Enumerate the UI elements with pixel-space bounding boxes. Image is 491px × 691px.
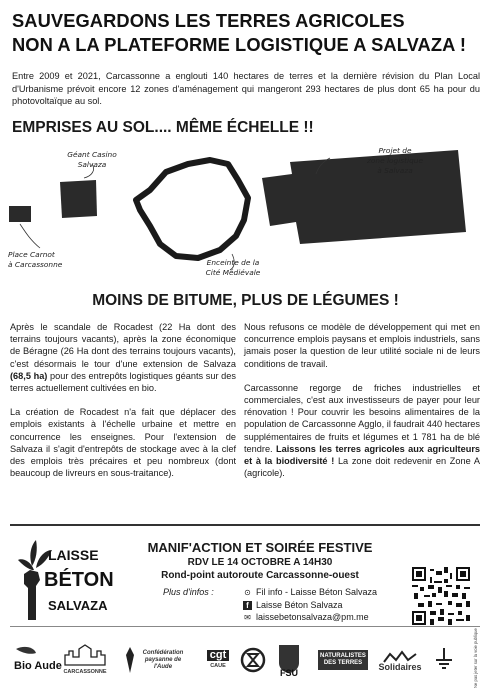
title-line-2: NON A LA PLATEFORME LOGISTIQUE A SALVAZA !	[12, 34, 467, 55]
emprises-heading: EMPRISES AU SOL.... MÊME ÉCHELLE !!	[12, 119, 314, 136]
bitume-heading: MOINS DE BITUME, PLUS DE LÉGUMES !	[92, 292, 399, 309]
intro-paragraph: Entre 2009 et 2021, Carcassonne a englouti 140 hectares de terres et la dernière révision du Plan Local d'Urbanisme prévoit encore 12 zones d'aménagement qui mangeront 293 hectares de plus dont 65 ha pour du photovoltaïque au sol.	[12, 71, 480, 107]
laisse-beton-logo	[14, 536, 112, 620]
left-paragraph-2: La création de Rocadest n'a fait que déplacer des emplois existants à l'échelle urbaine et mettre en concurrence les enseignes. Pour l'extension de Salvaza il s'agit d'entrepôts de stockage avec à la clef des emplois très précaires et peu nombreux (dont beaucoup de livreurs en sous-traitance).	[10, 407, 236, 479]
left-column	[10, 321, 236, 491]
svg-text:SALVAZA: SALVAZA	[48, 598, 108, 613]
event-title: MANIF'ACTION ET SOIRÉE FESTIVE	[147, 540, 373, 555]
svg-text:Ne pas jeter sur la voie publi: Ne pas jeter sur la voie publique	[473, 628, 478, 688]
fsu-icon	[273, 643, 305, 677]
extinction-rebellion-icon	[240, 647, 266, 673]
cite-medievale-outline	[136, 160, 248, 258]
partner-cgt-logo: cgt CAUE	[203, 640, 233, 680]
svg-text:LAISSE: LAISSE	[48, 547, 99, 563]
mail-icon: ✉	[244, 612, 251, 622]
partner-bio-aude-logo	[12, 640, 62, 680]
partner-carcassonne-logo: CARCASSONNE	[60, 640, 110, 680]
ground-symbol-icon	[434, 648, 454, 672]
info-line-mail[interactable]	[243, 612, 369, 622]
left-paragraph-1: Après le scandale de Rocadest (22 Ha dont des terrains toujours vacants), après la zone économique de Béragne (26 Ha dont des terrains toujours vacants), c'est désormais le tour d'une extension de Salvaza (68,5 ha) pour des entrepôts logistiques géants sur des terres actuellement cultivées en bio.	[10, 322, 236, 394]
info-icon: ⊙	[244, 587, 251, 597]
label-geant-casino: Géant Casino Salvaza	[67, 150, 117, 169]
title-line-1: SAUVEGARDONS LES TERRES AGRICOLES	[12, 10, 405, 31]
label-place-carnot: Place Carnot à Carcassonne	[8, 250, 63, 269]
label-projet-zone: Projet de zone logistique à Salvaza	[366, 146, 424, 175]
svg-text:BÉTON: BÉTON	[44, 569, 114, 591]
partner-solidaires-logo: Solidaires	[374, 640, 426, 680]
info-facebook-text: Laisse Béton Salvaza	[256, 600, 343, 610]
bottom-divider	[10, 626, 480, 627]
castle-icon	[63, 645, 107, 667]
partner-xr-logo	[238, 640, 268, 680]
divider	[10, 524, 480, 526]
right-column	[244, 321, 480, 491]
event-place: Rond-point autoroute Carcassonne-ouest	[161, 570, 359, 581]
info-line-fil[interactable]	[243, 587, 377, 597]
vertical-note	[470, 630, 480, 690]
partner-earth-logo	[432, 640, 456, 680]
partner-naturalistes-logo: NATURALISTES DES TERRES	[318, 640, 368, 680]
place-carnot-shape	[9, 206, 31, 222]
arrow-carnot	[20, 224, 40, 248]
facebook-icon: f	[243, 601, 252, 610]
bio-aude-icon	[12, 643, 62, 677]
info-fil-text: Fil info - Laisse Béton Salvaza	[256, 587, 378, 597]
qr-code[interactable]	[412, 567, 470, 625]
info-mail-text: laissebetonsalvaza@pm.me	[256, 612, 369, 622]
info-label: Plus d'infos :	[163, 587, 214, 597]
right-paragraph-2: Carcassonne regorge de friches industrielles et commerciales, c'est aux investisseurs de payer pour leur rénovation ! Pour couvrir les besoins alimentaires de la population de Carcassonne Agglo, il faudrait 440 hectares supplémentaires de fruits et légumes et 1 781 ha de blé tendre. Laissons les terres agricoles aux agriculteurs et à la biodiversité ! La zone doit redevenir en Zone A (agricole).	[244, 382, 481, 479]
bird-icon	[120, 645, 140, 675]
partner-confederation-logo: Confédération paysanne de l'Aude	[118, 640, 188, 680]
label-enceinte-cite: Enceinte de la Cité Médiévale	[205, 258, 261, 277]
svg-text:Bio Aude: Bio Aude	[14, 660, 62, 672]
info-line-facebook[interactable]	[243, 600, 343, 610]
svg-text:FSU: FSU	[280, 668, 298, 678]
event-date: RDV LE 14 OCTOBRE A 14H30	[187, 557, 333, 568]
geant-casino-shape	[60, 180, 97, 218]
right-paragraph-1: Nous refusons ce modèle de développement qui met en concurrence emplois paysans et emplois industriels, sans jamais poser la question de leur utilité sociale ni de leurs conditions de travail.	[244, 322, 480, 369]
partner-fsu-logo	[272, 640, 306, 680]
